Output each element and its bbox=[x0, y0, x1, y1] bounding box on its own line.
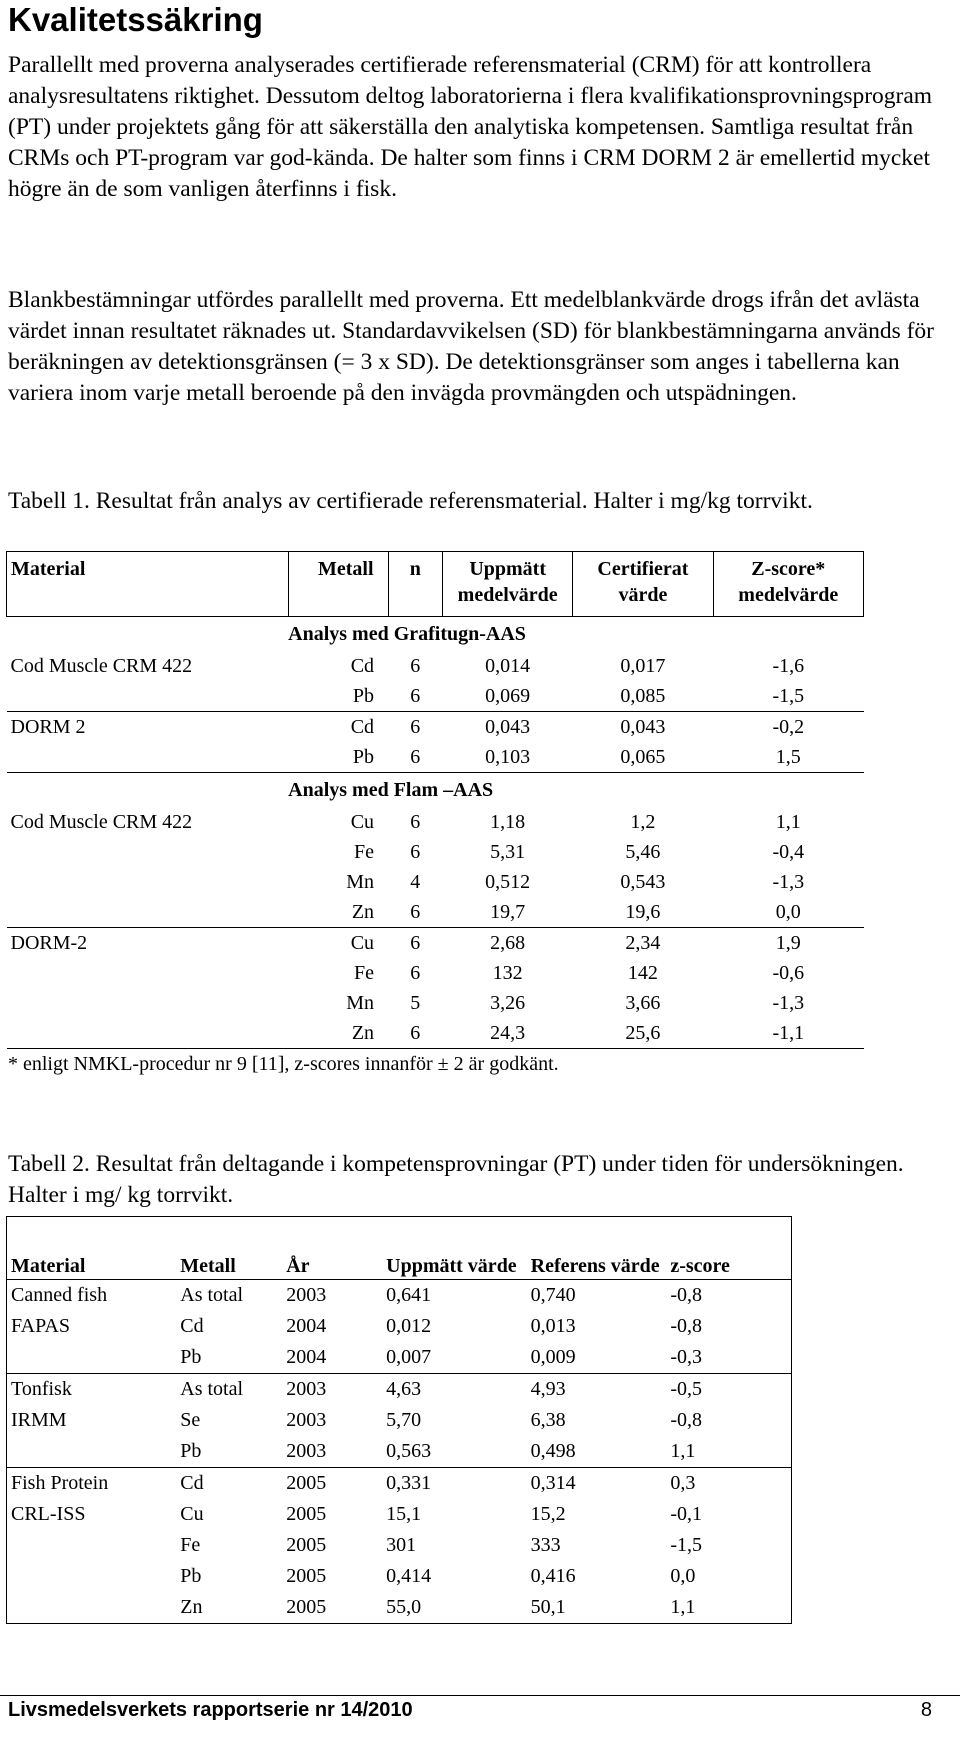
table-cell: 5,70 bbox=[386, 1409, 422, 1431]
table-row bbox=[7, 1405, 792, 1436]
table-cell: 5,31 bbox=[490, 841, 526, 863]
table-cell: 2,68 bbox=[490, 932, 526, 954]
table-cell bbox=[7, 1342, 177, 1374]
table-cell: -1,1 bbox=[713, 1018, 863, 1049]
table1-header-measured: Uppmätt medelvärde bbox=[443, 552, 573, 617]
table-cell: DORM-2 bbox=[10, 932, 88, 954]
table-cell: 2003 bbox=[286, 1378, 327, 1400]
table-cell: Cod Muscle CRM 422 bbox=[10, 655, 193, 677]
table-row bbox=[7, 1436, 792, 1468]
table-cell: 6 bbox=[410, 962, 421, 984]
table-cell bbox=[7, 958, 289, 988]
table-cell: 0,512 bbox=[485, 871, 531, 893]
table-row bbox=[7, 807, 864, 837]
table-cell: 6 bbox=[388, 742, 443, 773]
table-cell: DORM 2 bbox=[10, 716, 86, 738]
table-cell: Cd bbox=[180, 1315, 204, 1337]
table1-header-material: Material bbox=[7, 552, 289, 617]
table-cell: As total bbox=[180, 1284, 244, 1306]
table-row bbox=[7, 897, 864, 928]
table-cell: 1,9 bbox=[775, 932, 801, 954]
table-row bbox=[7, 867, 864, 897]
table-cell: 2005 bbox=[286, 1596, 327, 1618]
page-number: 8 bbox=[920, 1699, 932, 1721]
table1-header-zscore: Z-score* medelvärde bbox=[713, 552, 863, 617]
table-cell: 19,7 bbox=[443, 897, 573, 928]
table-cell: 2004 bbox=[286, 1315, 327, 1337]
table-cell: Cu bbox=[180, 1503, 204, 1525]
table-cell: -0,2 bbox=[772, 716, 805, 738]
table-cell: 4,63 bbox=[386, 1378, 422, 1400]
paragraph-blank: Blankbestämningar utfördes parallellt med proverna. Ett medelblankvärde drogs ifrån det avlästa värdet innan resultatet räknades ut. Standardavvikelsen (SD) för blankbestämningarna används för beräkningen av detektionsgränsen (= 3 x SD). De detektionsgränser som anges i tabellerna kan variera inom varje metall beroende på den invägda provmängden och utspädningen. bbox=[8, 287, 934, 406]
table-cell: -1,5 bbox=[713, 681, 863, 712]
table-cell: Fish Protein bbox=[11, 1472, 109, 1494]
table-cell: 6 bbox=[410, 655, 421, 677]
table-cell bbox=[7, 1530, 177, 1561]
section-spacer bbox=[713, 773, 863, 808]
table-cell: 0,014 bbox=[485, 655, 531, 677]
table-cell: 0,416 bbox=[530, 1565, 576, 1587]
table-cell: Fe bbox=[180, 1534, 201, 1556]
table-cell: 24,3 bbox=[443, 1018, 573, 1049]
table1-header-row bbox=[7, 552, 864, 617]
table-cell: 0,563 bbox=[382, 1436, 526, 1468]
table-cell: Mn bbox=[346, 992, 375, 1014]
section-heading: Kvalitetssäkring bbox=[8, 1, 263, 38]
table-cell: 0,740 bbox=[530, 1284, 576, 1306]
table-cell: 2005 bbox=[286, 1565, 327, 1587]
table-cell: 15,2 bbox=[530, 1503, 566, 1525]
table-cell: Zn bbox=[288, 1018, 388, 1049]
table2-header-measured: Uppmätt värde bbox=[382, 1217, 526, 1280]
table-cell: 6,38 bbox=[530, 1409, 566, 1431]
table-cell: 0,103 bbox=[443, 742, 573, 773]
table-cell: -0,8 bbox=[670, 1409, 702, 1431]
table-row bbox=[7, 1530, 792, 1561]
table-cell: 25,6 bbox=[573, 1018, 713, 1049]
table-cell: Cd bbox=[180, 1472, 204, 1494]
table-cell: 0,009 bbox=[527, 1342, 667, 1374]
table-cell bbox=[7, 1436, 177, 1468]
table-cell: 6 bbox=[388, 681, 443, 712]
table-cell: 0,069 bbox=[443, 681, 573, 712]
table-cell: 3,66 bbox=[625, 992, 661, 1014]
table-cell: 2003 bbox=[286, 1284, 327, 1306]
table-row bbox=[7, 988, 864, 1018]
table-cell: Fe bbox=[354, 962, 375, 984]
table-cell bbox=[7, 1561, 177, 1592]
table-cell: 1,1 bbox=[775, 811, 801, 833]
table-row bbox=[7, 1561, 792, 1592]
table-row bbox=[7, 837, 864, 867]
table-cell: CRL-ISS bbox=[11, 1503, 86, 1525]
table-cell: 0,498 bbox=[527, 1436, 667, 1468]
table-cell: Fe bbox=[354, 841, 375, 863]
table-cell: Cu bbox=[350, 811, 375, 833]
table-cell: Pb bbox=[180, 1565, 202, 1587]
table-cell: 15,1 bbox=[386, 1503, 422, 1525]
table-cell: 6 bbox=[410, 716, 421, 738]
table1-section-flame bbox=[7, 773, 864, 808]
table-cell: 301 bbox=[386, 1534, 417, 1556]
table-cell: Se bbox=[180, 1409, 201, 1431]
table-cell: 0,331 bbox=[386, 1472, 432, 1494]
table-cell: 19,6 bbox=[573, 897, 713, 928]
table-cell: -0,1 bbox=[670, 1503, 702, 1525]
table1-caption: Tabell 1. Resultat från analys av certifierade referensmaterial. Halter i mg/kg torrvikt. bbox=[8, 488, 813, 514]
table-cell: Cd bbox=[350, 716, 375, 738]
table-cell: 6 bbox=[388, 897, 443, 928]
table-cell: 0,414 bbox=[386, 1565, 432, 1587]
table-cell: -0,8 bbox=[670, 1315, 702, 1337]
table-cell: 2005 bbox=[286, 1534, 327, 1556]
table-cell bbox=[7, 742, 289, 773]
table-cell: 0,543 bbox=[620, 871, 666, 893]
table2-header-zscore: z-score bbox=[666, 1217, 791, 1280]
table-cell: Cod Muscle CRM 422 bbox=[10, 811, 193, 833]
table2-caption: Tabell 2. Resultat från deltagande i kompetensprovningar (PT) under tiden för undersökningen. Halter i mg/ kg torrvikt. bbox=[8, 1151, 904, 1208]
table-cell: Zn bbox=[180, 1596, 203, 1618]
table-cell: 0,012 bbox=[386, 1315, 432, 1337]
paragraph-quality: Parallellt med proverna analyserades certifierade referensmaterial (CRM) för att kontrollera analysresultatens riktighet. Dessutom deltog laboratorierna i flera kvalifikationsprovningsprogram (PT) under projektets gång för att säkerställa den analytiska kompetensen. Samtliga resultat från CRMs och PT-program var god-kända. De halter som finns i CRM DORM 2 är emellertid mycket högre än de som vanligen återfinns i fisk. bbox=[8, 52, 933, 202]
table2-header-material: Material bbox=[7, 1217, 177, 1280]
table-cell bbox=[7, 681, 289, 712]
table-row bbox=[7, 928, 864, 959]
table-cell: 0,314 bbox=[530, 1472, 576, 1494]
table1 bbox=[6, 551, 864, 1049]
table-cell: -0,8 bbox=[670, 1284, 702, 1306]
table-cell: 0,0 bbox=[713, 897, 863, 928]
table-cell: Mn bbox=[346, 871, 375, 893]
table-cell: -1,3 bbox=[772, 871, 805, 893]
table-cell: 1,1 bbox=[670, 1596, 696, 1618]
table-cell: 0,641 bbox=[386, 1284, 432, 1306]
table2-header-reference: Referens värde bbox=[527, 1217, 667, 1280]
section-label: Analys med Grafitugn-AAS bbox=[288, 623, 526, 645]
table-cell bbox=[7, 1018, 289, 1049]
table-cell: 132 bbox=[492, 962, 523, 984]
table-cell bbox=[7, 1592, 177, 1624]
section-spacer bbox=[713, 617, 863, 652]
section-spacer bbox=[7, 617, 289, 652]
table-cell: 6 bbox=[410, 811, 421, 833]
table-cell bbox=[7, 988, 289, 1018]
table1-header-n: n bbox=[388, 552, 443, 617]
table1-section-graphite bbox=[7, 617, 864, 652]
table-cell: As total bbox=[180, 1378, 244, 1400]
table-cell: Pb bbox=[176, 1436, 282, 1468]
table-row bbox=[7, 1311, 792, 1342]
table-cell: Zn bbox=[288, 897, 388, 928]
table-cell: 55,0 bbox=[386, 1596, 422, 1618]
table-cell: 0,043 bbox=[620, 716, 666, 738]
table-cell: 6 bbox=[388, 1018, 443, 1049]
table-cell: Pb bbox=[288, 742, 388, 773]
table-cell: Cd bbox=[350, 655, 375, 677]
table-cell: Pb bbox=[176, 1342, 282, 1374]
table-cell: 50,1 bbox=[530, 1596, 566, 1618]
table-cell: 1,2 bbox=[630, 811, 656, 833]
table-cell: -1,6 bbox=[772, 655, 805, 677]
table-cell: 142 bbox=[627, 962, 658, 984]
table-cell: 0,3 bbox=[670, 1472, 696, 1494]
table-cell: 5,46 bbox=[625, 841, 661, 863]
table-row bbox=[7, 651, 864, 681]
table-row bbox=[7, 1342, 792, 1374]
table-cell: 3,26 bbox=[490, 992, 526, 1014]
section-spacer bbox=[7, 773, 289, 808]
table-cell: 1,1 bbox=[666, 1436, 791, 1468]
table-row bbox=[7, 1374, 792, 1406]
table-row bbox=[7, 681, 864, 712]
table-row bbox=[7, 1592, 792, 1624]
table1-header-metal: Metall bbox=[288, 552, 388, 617]
table-cell: 333 bbox=[530, 1534, 561, 1556]
table-cell: -1,3 bbox=[772, 992, 805, 1014]
table-cell: 0,085 bbox=[573, 681, 713, 712]
table-cell: 2003 bbox=[282, 1436, 382, 1468]
table-row bbox=[7, 1018, 864, 1049]
table-cell: -1,5 bbox=[670, 1534, 702, 1556]
table-cell: IRMM bbox=[11, 1409, 67, 1431]
table-cell: -0,6 bbox=[772, 962, 805, 984]
table-cell: 0,065 bbox=[573, 742, 713, 773]
table2 bbox=[6, 1216, 792, 1624]
table-cell: 0,043 bbox=[485, 716, 531, 738]
table-row bbox=[7, 1280, 792, 1312]
table-row bbox=[7, 712, 864, 743]
table-cell: -0,3 bbox=[666, 1342, 791, 1374]
table-cell: 0,017 bbox=[620, 655, 666, 677]
table2-header-row bbox=[7, 1217, 792, 1280]
table-cell bbox=[7, 897, 289, 928]
table-cell: 4,93 bbox=[530, 1378, 566, 1400]
table-cell: 6 bbox=[410, 841, 421, 863]
table2-header-metal: Metall bbox=[176, 1217, 282, 1280]
table-cell: 1,18 bbox=[490, 811, 526, 833]
table-cell: 2004 bbox=[282, 1342, 382, 1374]
table1-footnote: * enligt NMKL-procedur nr 9 [11], z-scores innanför ± 2 är godkänt. bbox=[8, 1053, 559, 1075]
table-cell: FAPAS bbox=[11, 1315, 70, 1337]
footer-rule bbox=[0, 1695, 960, 1696]
table-cell: 0,013 bbox=[530, 1315, 576, 1337]
table-cell: 1,5 bbox=[713, 742, 863, 773]
table-cell: 2005 bbox=[286, 1472, 327, 1494]
section-label: Analys med Flam –AAS bbox=[288, 779, 494, 801]
table-cell: 0,0 bbox=[670, 1565, 696, 1587]
table-cell: 5 bbox=[410, 992, 421, 1014]
table-cell bbox=[7, 837, 289, 867]
table-cell: 2005 bbox=[286, 1503, 327, 1525]
table1-header-certified: Certifierat värde bbox=[573, 552, 713, 617]
footer-series: Livsmedelsverkets rapportserie nr 14/2010 bbox=[8, 1699, 413, 1721]
table-row bbox=[7, 958, 864, 988]
table-row bbox=[7, 742, 864, 773]
table-row bbox=[7, 1499, 792, 1530]
table2-header-year: År bbox=[282, 1217, 382, 1280]
table-cell: 4 bbox=[410, 871, 421, 893]
table-cell: -0,5 bbox=[670, 1378, 702, 1400]
table-cell: Canned fish bbox=[11, 1284, 108, 1306]
table-cell: -0,4 bbox=[772, 841, 805, 863]
table-cell: Pb bbox=[288, 681, 388, 712]
table-row bbox=[7, 1468, 792, 1500]
table-cell: 6 bbox=[410, 932, 421, 954]
table-cell: 2003 bbox=[286, 1409, 327, 1431]
table-cell: 2,34 bbox=[625, 932, 661, 954]
table-cell: Cu bbox=[350, 932, 375, 954]
table-cell: Tonfisk bbox=[11, 1378, 72, 1400]
table-cell bbox=[7, 867, 289, 897]
table-cell: 0,007 bbox=[382, 1342, 526, 1374]
